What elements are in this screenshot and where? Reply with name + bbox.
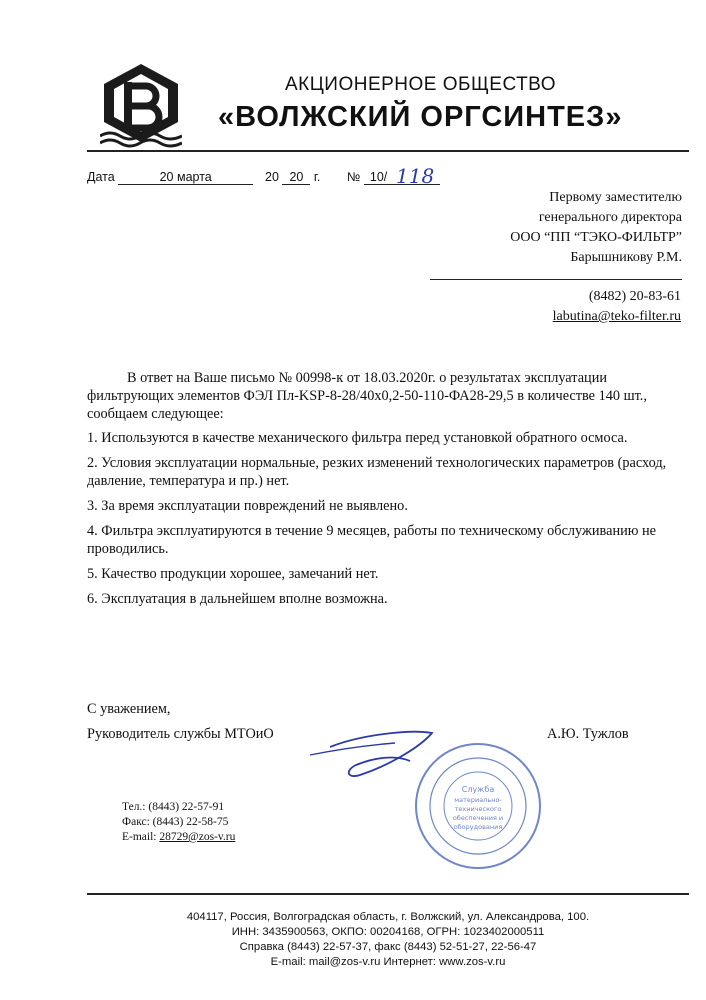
closing-phrase: С уважением,: [87, 701, 171, 717]
footer-registration: ИНН: 3435900563, ОКПО: 00204168, ОГРН: 1023402000511: [231, 926, 545, 938]
sender-email-row: [122, 830, 235, 845]
company-name: «ВОЛЖСКИЙ ОРГСИНТЕЗ»: [218, 101, 623, 133]
number-value: 10/: [364, 170, 440, 185]
list-item: 6. Эксплуатация в дальнейшем вполне возможна.: [87, 591, 388, 607]
date-label: Дата: [87, 170, 115, 184]
header-divider: [87, 150, 689, 152]
footer-phones: Справка (8443) 22-57-37, факс (8443) 52-51-27, 22-56-47: [239, 941, 537, 953]
svg-text:технического: технического: [454, 805, 502, 813]
recipient-contacts: [553, 287, 681, 327]
year-prefix: 20: [265, 170, 279, 184]
year-field: [265, 170, 320, 185]
recipient-email[interactable]: labutina@teko-filter.ru: [552, 309, 681, 324]
sender-phone: Тел.: (8443) 22-57-91: [122, 801, 225, 813]
recipient-line: ООО “ПП “ТЭКО-ФИЛЬТР”: [510, 230, 682, 245]
year-label: г.: [313, 170, 321, 184]
recipient-block: [510, 188, 682, 268]
list-item: 2. Условия эксплуатации нормальные, резких изменений технологических параметров (расход, давление, температура и пр.) нет.: [87, 455, 667, 489]
sender-fax: Факс: (8443) 22-58-75: [122, 816, 229, 828]
svg-text:оборудования: оборудования: [453, 823, 503, 831]
footer-web: E-mail: mail@zos-v.ru Интернет: www.zos-v.ru: [270, 956, 506, 968]
sender-email[interactable]: 28729@zos-v.ru: [159, 831, 236, 843]
svg-text:материально-: материально-: [454, 796, 502, 804]
signer-name: А.Ю. Тужлов: [547, 726, 629, 742]
sender-email-label: E-mail:: [122, 831, 160, 843]
list-item: 3. За время эксплуатации повреждений не выявлено.: [87, 498, 408, 514]
recipient-line: Первому заместителю: [549, 190, 682, 205]
company-type: АКЦИОНЕРНОЕ ОБЩЕСТВО: [285, 74, 556, 95]
recipient-divider: [430, 279, 682, 280]
list-item: 4. Фильтра эксплуатируются в течение 9 месяцев, работы по техническому обслуживанию не проводились.: [87, 523, 657, 557]
date-value: 20 марта: [118, 170, 253, 185]
footer-address: 404117, Россия, Волгоградская область, г. Волжский, ул. Александрова, 100.: [186, 911, 590, 923]
footer-divider: [87, 893, 689, 895]
company-logo: [100, 62, 182, 148]
recipient-line: генерального директора: [538, 210, 682, 225]
sender-contacts: [122, 800, 235, 845]
letter-body: [87, 369, 687, 615]
round-stamp: [412, 740, 544, 872]
svg-text:обеспечения и: обеспечения и: [452, 814, 504, 822]
handwritten-number: 118: [396, 164, 435, 188]
recipient-phone: (8482) 20-83-61: [588, 289, 681, 304]
intro-paragraph: В ответ на Ваше письмо № 00998-к от 18.03.2020г. о результатах эксплуатации фильтрующих элементов ФЭЛ Пл-KSP-8-28/40х0,2-50-110-ФА28-29,5 в количестве 140 шт., сообщаем следующее:: [87, 370, 647, 422]
signer-role: Руководитель службы МТОиО: [87, 726, 274, 742]
list-item: 5. Качество продукции хорошее, замечаний нет.: [87, 566, 379, 582]
number-label: №: [347, 170, 361, 184]
list-item: 1. Используются в качестве механического фильтра перед установкой обратного осмоса.: [87, 430, 628, 446]
svg-text:Служба: Служба: [461, 785, 495, 794]
year-suffix: 20: [282, 170, 310, 185]
company-footer: [87, 910, 689, 970]
recipient-line: Барышникову Р.М.: [570, 250, 682, 265]
date-field: [87, 170, 253, 185]
